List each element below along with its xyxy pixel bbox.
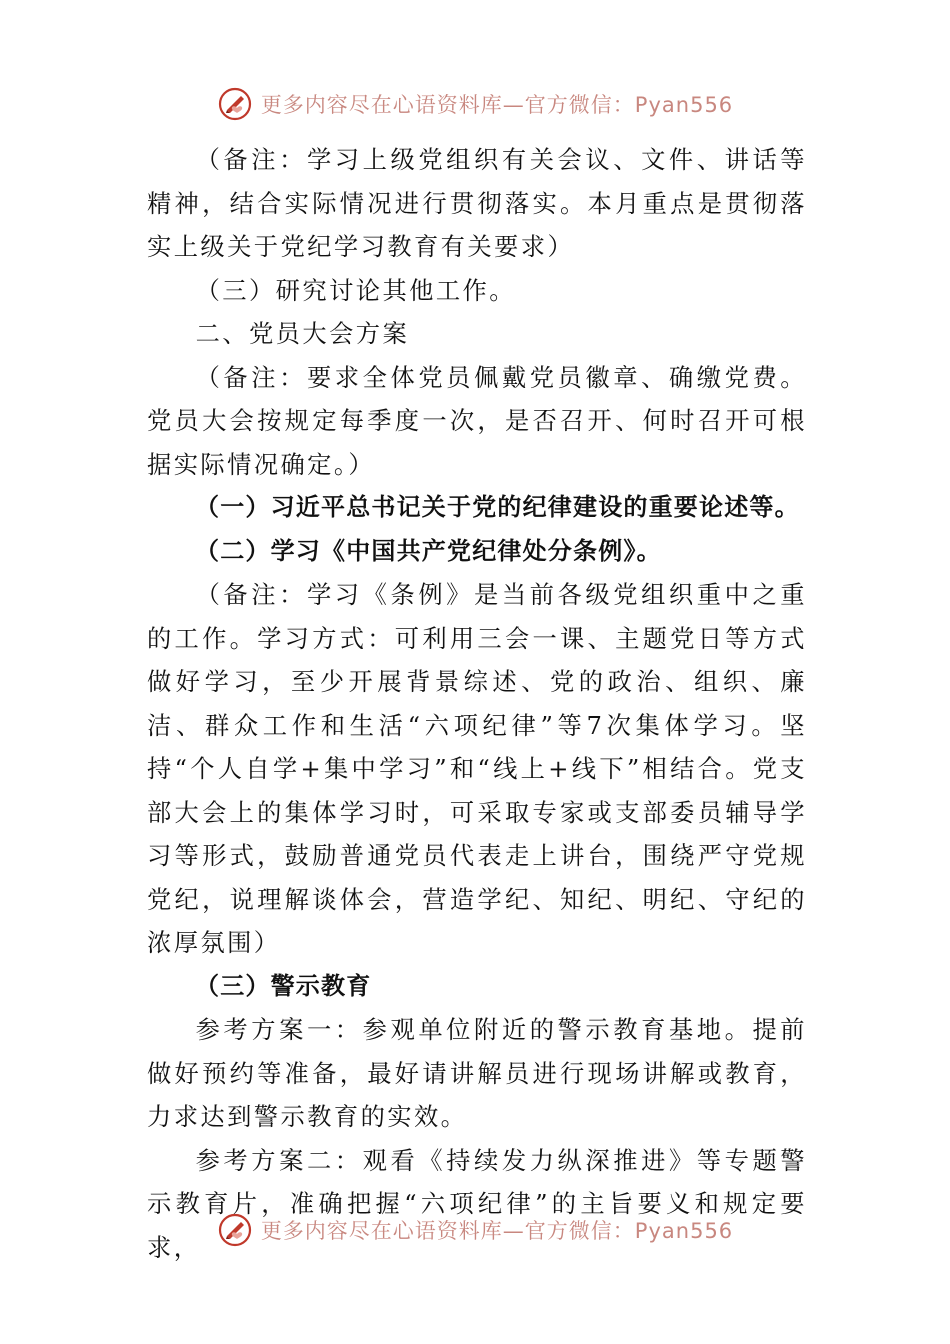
note-paragraph-3: （备注：学习《条例》是当前各级党组织重中之重的工作。学习方式：可利用三会一课、主题党日等方式做好学习，至少开展背景综述、党的政治、组织、廉洁、群众工作和生活“六项纪律”等7次集体学习。坚持“个人自学+集中学习”和“线上+线下”相结合。党支部大会上的集体学习时，可采取专家或支部委员辅导学习等形式，鼓励普通党员代表走上讲台，围绕严守党规党纪，说理解谈体会，营造学纪、知纪、明纪、守纪的浓厚氛围） <box>147 580 807 957</box>
bold-item-3: （三）警示教育 <box>195 971 372 1000</box>
section-heading-party-meeting: 二、党员大会方案 <box>195 319 410 348</box>
header-watermark-banner <box>0 82 950 126</box>
note-paragraph-2: （备注：要求全体党员佩戴党员徽章、确缴党费。党员大会按规定每季度一次，是否召开、何时召开可根据实际情况确定。） <box>147 362 807 479</box>
banner-text: 更多内容尽在心语资料库—官方微信：Pyan556 <box>260 93 734 117</box>
pen-heart-icon <box>217 86 253 122</box>
plan-paragraph-2: 参考方案二：观看《持续发力纵深推进》等专题警示教育片，准确把握“六项纪律”的主旨要义和规定要求， <box>147 1145 807 1262</box>
footer-watermark-banner <box>0 1208 950 1252</box>
pen-heart-icon <box>217 1212 253 1248</box>
item-other-work: （三）研究讨论其他工作。 <box>195 275 516 305</box>
bold-item-2: （二）学习《中国共产党纪律处分条例》。 <box>195 536 662 565</box>
document-body <box>147 138 807 1269</box>
bold-item-1: （一）习近平总书记关于党的纪律建设的重要论述等。 <box>195 493 800 521</box>
plan-paragraph-1: 参考方案一：参观单位附近的警示教育基地。提前做好预约等准备，最好请讲解员进行现场讲解或教育，力求达到警示教育的实效。 <box>147 1015 807 1131</box>
note-paragraph-1: （备注：学习上级党组织有关会议、文件、讲话等精神，结合实际情况进行贯彻落实。本月重点是贯彻落实上级关于党纪学习教育有关要求） <box>147 145 807 261</box>
banner-text: 更多内容尽在心语资料库—官方微信：Pyan556 <box>260 1219 734 1243</box>
